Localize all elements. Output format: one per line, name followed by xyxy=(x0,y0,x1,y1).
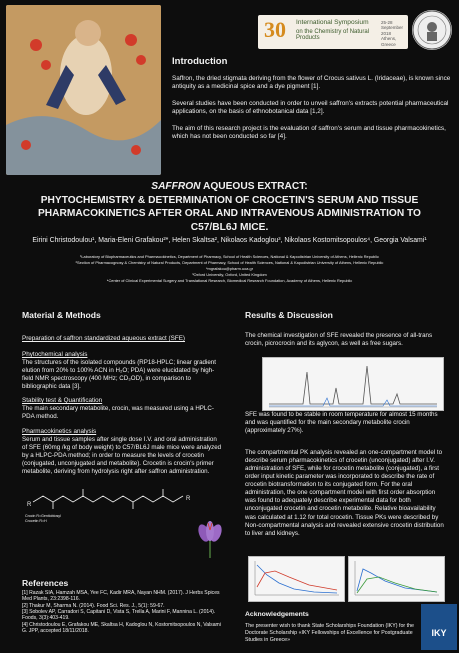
reference-2: [2] Thakur M, Sharma N. (2014). Food Sci. Res. J., 5(1): 59-67. xyxy=(22,602,165,609)
title-line4: C57/BL6J MICE. xyxy=(190,221,269,233)
university-seal-icon xyxy=(412,10,452,50)
iky-logo-text: IKY xyxy=(431,628,447,638)
svg-text:R: R xyxy=(27,502,32,508)
stability-heading: Stability test & Quantification xyxy=(22,397,103,404)
reference-4: [4] Christodoulou E, Grafakou ME, Skaltsa H, Kadoglou N, Kostomitsopoulos N, Valsami G. JPP, accepted 18/11/2018. xyxy=(22,621,221,635)
crocin-structure xyxy=(25,478,195,528)
phyto-text: The structures of the isolated compounds (RP18-HPLC; linear gradient elution from 20% to 100% ACN in H₂O; PDA) were elucidated by high-field NMR spectroscopy (400 MHz; CD₃OD), in comparison to bibliographic data [3]. xyxy=(22,359,216,391)
results-title: Results & Discussion xyxy=(245,310,333,320)
title-line2: PHYTOCHEMISTRY & DETERMINATION OF CROCETIN'S SERUM AND TISSUE xyxy=(40,194,419,206)
authors: Eirini Christodoulou¹, Maria-Eleni Grafakou²*, Helen Skaltsa², Nikolaos Kadoglou³, Nikolaos Kostomitsopoulos⁴, Georgia Valsami¹ xyxy=(32,237,427,244)
intro-paragraph-1: Saffron, the dried stigmata deriving from the flower of Crocus sativus L. (Iridaceae), is known since antiquity as a medicinal spice and a dye pigment [1]. xyxy=(172,75,451,91)
stability-text: The main secondary metabolite, crocin, was measured using a HPLC-PDA method. xyxy=(22,405,214,421)
title-saffron: SAFFRON xyxy=(151,181,201,192)
logo-number: 30 xyxy=(264,17,286,42)
title-line3: PHARMACOKINETICS AFTER ORAL AND INTRAVENOUS ADMINISTRATION TO xyxy=(38,208,421,220)
results-text-2: SFE was found to be stable in room temperature for almost 15 months and was quantified for the main secondary metabolite crocin (approximately 27%). xyxy=(245,411,438,435)
title-line1: AQUEOUS EXTRACT: xyxy=(200,181,308,192)
iky-logo xyxy=(421,604,457,650)
poster-title xyxy=(10,180,449,234)
pk-tissue-plot xyxy=(348,556,445,602)
affiliation-4: ⁴Center of Clinical Experimental Surgery and Translational Research, Biomedical Research Foundation, Academy of Athens, Hellenic Republic xyxy=(106,278,353,283)
results-text-1: The chemical investigation of SFE revealed the presence of all-trans crocin, picrocrocin and its aglycon, as well as free sugars. xyxy=(245,332,433,348)
intro-paragraph-2: Several studies have been conducted in order to unveil saffron's extracts potential pharmaceutical applications, on the basis of ethnobotanical data [1,2]. xyxy=(172,100,449,116)
intro-title: Introduction xyxy=(172,56,228,67)
logo-line2: on the Chemistry of Natural Products xyxy=(296,29,370,41)
results-text-3: The compartmental PK analysis revealed an one-compartment model to describe serum pharmacokinetics of crocetin (unconjugated) after I.V. administration of SFE, while for crocetin metabolite (conjugated), a first order input kinetic parameter was incorporated to describe the rate of crocetin biotransformation to its conjugated form. For the oral administration, the one compartment model with first order absorption was found to adequately describe experimental data for both unconjugated crocetin and crocetin metabolite. Relative bioavailability was calculated at 1.12 for total crocetin. Tissue PKs were described by Non-compartmental analysis and revealed extensive crocetin distribution to liver and kidneys. xyxy=(245,449,444,537)
ack-title: Acknowledgements xyxy=(245,611,309,618)
structure-label-crocin: Crocin R=Gentiobiosyl xyxy=(25,514,61,518)
saffron-fresco-image xyxy=(6,5,161,175)
svg-text:R: R xyxy=(186,496,191,502)
logo-line1: International Symposium xyxy=(296,19,369,26)
prep-heading: Preparation of saffron standardized aqueous extract (SFE) xyxy=(22,335,185,342)
ack-text: The presenter wish to thank State Scholarships Foundation (IKY) for the Doctorate Scholarship «IKY Fellowships of Excellence for Postgraduate Studies in Greece» xyxy=(245,623,415,643)
references-title: References xyxy=(22,578,69,588)
logo-date: 25-28 September 2018 Athens, Greece xyxy=(381,20,404,47)
intro-paragraph-3: The aim of this research project is the evaluation of saffron's serum and tissue pharmacokinetics, which has not been conducted so far [4]. xyxy=(172,125,446,141)
structure-label-crocetin: Crocetin R=H xyxy=(25,519,47,523)
symposium-logo xyxy=(258,15,408,49)
pk-serum-plot xyxy=(248,556,345,602)
reference-3: [3] Sobolev AP, Carradori S, Capitani D, Vista S, Trella A, Marini F, Mannina L. (2014). Foods, 3(3):403-419. xyxy=(22,609,216,622)
affiliation-email: *mgrafakou@pharm.uoa.gr xyxy=(206,266,253,271)
phyto-heading: Phytochemical analysis xyxy=(22,351,88,358)
hplc-chromatogram-figure xyxy=(262,357,444,411)
reference-1: [1] Razak SIA, Hamzah MSA, Yee FC, Kadir MRA, Nayan NHM. (2017). J Herbs Spices Med Plants, 23:2398-116. xyxy=(22,590,220,603)
affiliation-1: ¹Laboratory of Biopharmaceutics and Pharmacokinetics, Department of Pharmacy, School of Health Sciences, National & Kapodistrian University of Athens, Hellenic Republic xyxy=(80,254,379,259)
crocus-flower-icon xyxy=(196,520,224,558)
methods-title: Material & Methods xyxy=(22,310,101,320)
references-list xyxy=(22,590,222,635)
affiliation-2: ²Section of Pharmacognosy & Chemistry of Natural Products, Department of Pharmacy, School of Health Sciences, National & Kapodistrian University of Athens, Hellenic Republic xyxy=(75,260,384,265)
pk-text: Serum and tissue samples after single dose I.V. and oral administration of SFE (60mg /kg of body weight) to C57/BL6J male mice were analyzed by a HLPC-PDA method; in order to measure the levels of crocetin (conjugated, unconjugated and metabolite). Crocetin is crocin's primer metabolite, deriving from hydrolysis right after saffron administration. xyxy=(22,436,222,476)
affiliation-3: ³Oxford University, Oxford, United Kingdom xyxy=(192,272,267,277)
pk-heading: Pharmacokinetics analysis xyxy=(22,428,97,435)
